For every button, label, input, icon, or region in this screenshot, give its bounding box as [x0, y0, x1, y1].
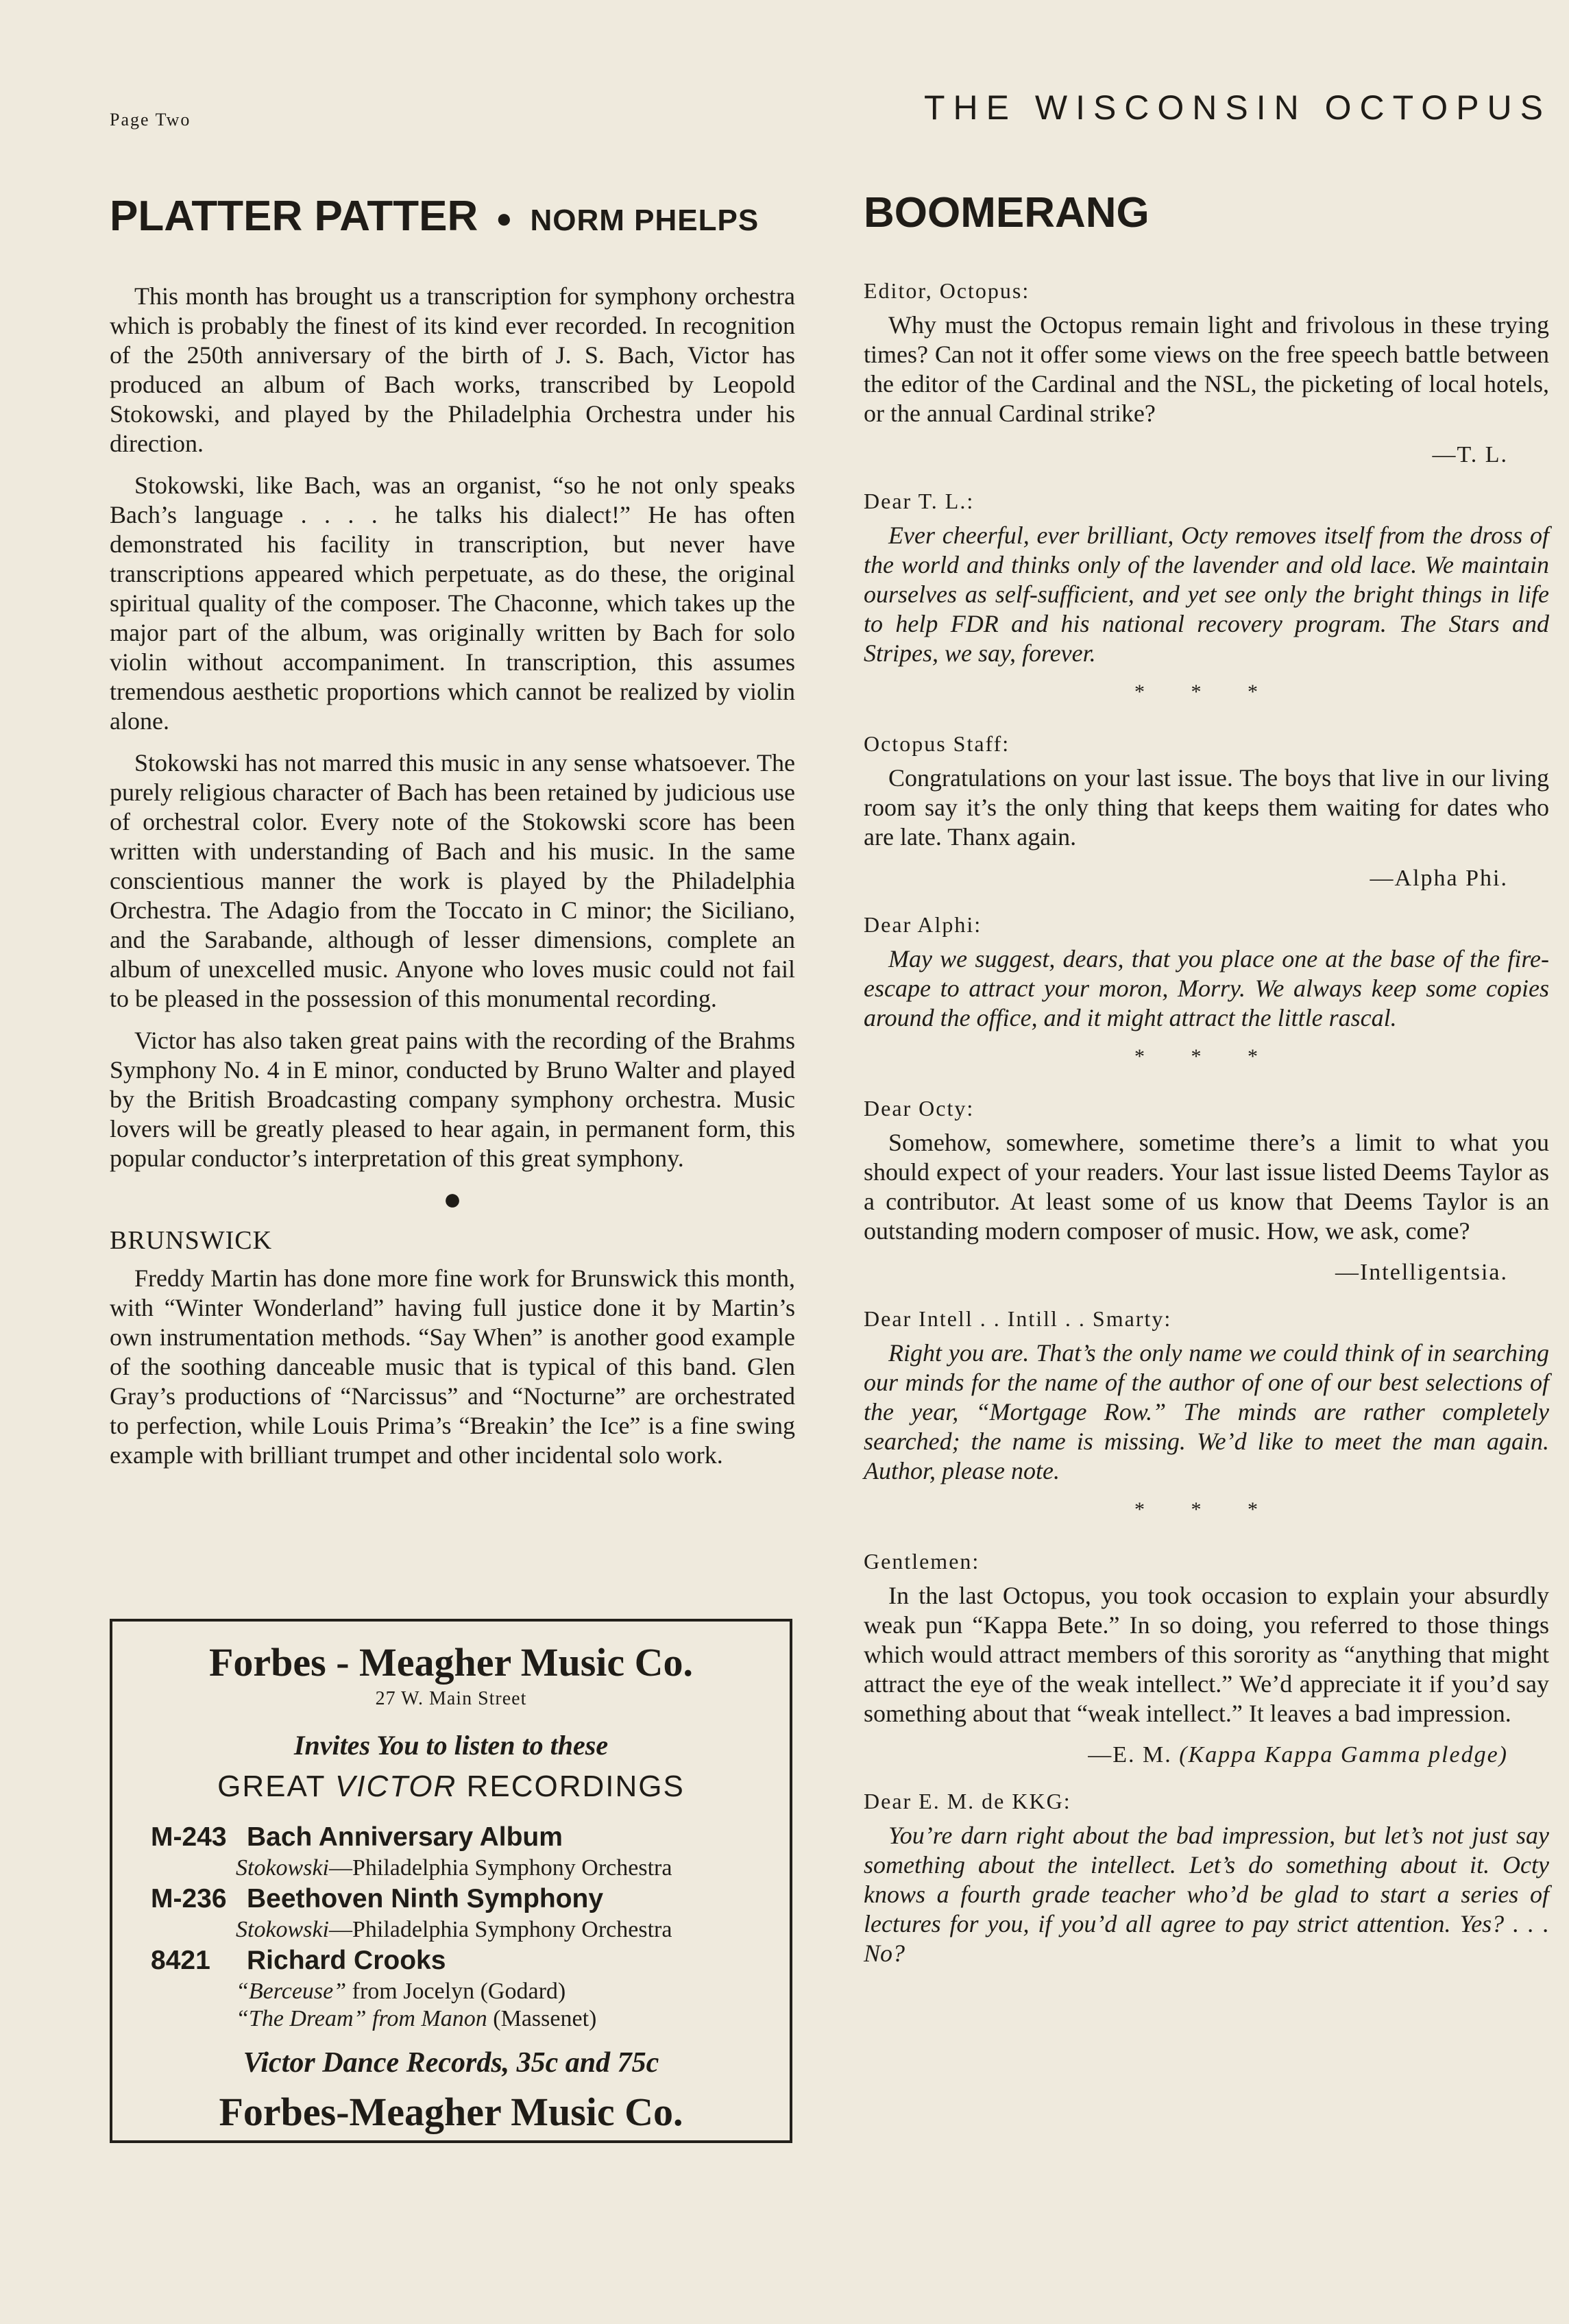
forbes-meagher-advertisement [110, 1619, 792, 2143]
record-number: M-236 [151, 1884, 227, 1913]
magazine-title: THE WISCONSIN OCTOPUS [923, 88, 1551, 127]
bullet-separator: ● [496, 204, 513, 234]
letter-signature [864, 1742, 1508, 1768]
section-stars: * * * [1134, 1045, 1278, 1068]
article-paragraph: This month has brought us a transcription for symphony orchestra which is probably the finest of its kind ever recorded. In recognition of the 250th anniversary of the birth of J. S. Bach, Victor has produced an album of Bach works, transcribed by Leopold Stokowski, and played by the Philadelphia Orchestra under his direction. [110, 282, 795, 457]
section-stars: * * * [1134, 1498, 1278, 1521]
reply-salutation: Dear Alphi: [864, 912, 982, 937]
ad-invitation: Invites You to listen to these [293, 1730, 609, 1761]
conductor-name: Stokowski [236, 1917, 329, 1942]
letter-body: Somehow, somewhere, sometime there’s a limit to what you should expect of your readers. Your last issue listed Deems Taylor as a contributor. At least some of us know that Deems Taylor is an outstanding modern composer of music. How, we ask, come? [864, 1129, 1549, 1245]
letter-salutation: Octopus Staff: [864, 731, 1010, 756]
ad-store-name-footer: Forbes-Meagher Music Co. [219, 2090, 683, 2134]
record-title: Beethoven Ninth Symphony [247, 1884, 604, 1913]
section-stars: * * * [1134, 681, 1278, 703]
orchestra-name: —Philadelphia Symphony Orchestra [328, 1917, 672, 1942]
reply-salutation: Dear Intell . . Intill . . Smarty: [864, 1306, 1172, 1331]
column-author: NORM PHELPS [530, 204, 759, 237]
ad-victor-word: VICTOR [335, 1770, 457, 1803]
article-paragraph: Stokowski has not marred this music in any sense whatsoever. The purely religious character of Bach has been retained by judicious use of orchestral color. Every note of the Stokowski score has been written with understanding of Bach and his music. In the same conscientious manner the work is played by the Philadelphia Orchestra. The Adagio from the Toccato in C minor; the Siciliano, and the Sarabande, although of lesser dimensions, complete an album of unexcelled music. Anyone who loves music could not fail to be pleased in the possession of this monumental recording. [110, 749, 795, 1012]
ad-store-name: Forbes - Meagher Music Co. [208, 1640, 694, 1685]
song-title: “The Dream” from Manon [236, 2006, 487, 2031]
letter-signature: —Intelligentsia. [1335, 1260, 1508, 1285]
ad-dance-records: Victor Dance Records, 35c and 75c [243, 2047, 659, 2079]
page-number: Page Two [110, 110, 191, 130]
column-title: PLATTER PATTER [110, 193, 478, 240]
record-title: Bach Anniversary Album [247, 1822, 563, 1852]
signature-name: —E. M. [1088, 1742, 1172, 1768]
ad-great-victor-recordings [112, 1770, 790, 1804]
boomerang-heading: BOOMERANG [864, 189, 1150, 236]
ad-record-item [151, 1820, 790, 1855]
ad-great-word: GREAT [217, 1770, 326, 1803]
ad-record-item [151, 1882, 790, 1916]
reply-body: Ever cheerful, ever brilliant, Octy removes itself from the dross of the world and thinks only of the lavender and old lace. We maintain ourselves as self-sufficient, and yet see only the bright things in life to help FDR and his national recovery program. The Stars and Stripes, we say, forever. [864, 522, 1549, 667]
section-bullet: ● [443, 1182, 462, 1216]
boomerang-column [864, 188, 1549, 1968]
letter-salutation: Editor, Octopus: [864, 278, 1030, 303]
letter-salutation: Dear Octy: [864, 1096, 975, 1121]
letter-signature: —Alpha Phi. [1370, 866, 1508, 891]
letter-body: In the last Octopus, you took occasion to explain your absurdly weak pun “Kappa Bete.” In so doing, you referred to those things which would attract members of this sorority as “anything that might attract the eye of the weak intellect.” We’d appreciate it if you’d say something about that “weak intellect.” It leaves a bad impression. [864, 1582, 1549, 1727]
letter-body: Congratulations on your last issue. The boys that live in our living room say it’s the only thing that keeps them waiting for dates who are late. Thanx again. [864, 764, 1549, 851]
ad-record-item [151, 1944, 790, 1978]
article-paragraph: Stokowski, like Bach, was an organist, “so he not only speaks Bach’s language . . . . he talks his dialect!” He has often demonstrated his facility in transcription, but never have transcriptions appeared which perpetuate, as do these, the original spiritual quality of the composer. The Chaconne, which takes up the major part of the album, was originally written by Bach for solo violin without accompaniment. In transcription, this assumes tremendous aesthetic proportions which cannot be realized by violin alone. [110, 472, 795, 735]
ad-record-list [151, 1820, 790, 2033]
reply-salutation: Dear E. M. de KKG: [864, 1789, 1071, 1813]
letter-body: Why must the Octopus remain light and frivolous in these trying times? Can not it offer some views on the free speech battle between the editor of the Cardinal and the NSL, the picketing of local hotels, or the annual Cardinal strike? [864, 311, 1549, 427]
record-title: Richard Crooks [247, 1946, 446, 1975]
brunswick-paragraph: Freddy Martin has done more fine work for Brunswick this month, with “Winter Wonderland” having full justice done it by Martin’s own instrumentation methods. “Say When” is another good example of the soothing danceable music that is typical of this band. Glen Gray’s productions of “Narcissus” and “Nocturne” are orchestrated to perfection, while Louis Prima’s “Breakin’ the Ice” is a fine swing example with brilliant trumpet and other incidental solo work. [110, 1264, 795, 1469]
reply-body: You’re darn right about the bad impression, but let’s not just say something about the intellect. Let’s do something about it. Octy knows a fourth grade teacher who’d be glad to start a series of lectures for you, if you’d all agree to pay strict attention. Yes? . . . No? [864, 1822, 1549, 1967]
song-source: (Massenet) [487, 2006, 597, 2031]
letter-salutation: Gentlemen: [864, 1549, 980, 1574]
reply-body: Right you are. That’s the only name we could think of in searching our minds for the name of the author of one of our best selections of the year, “Mortgage Row.” The minds are rather completely searched; the name is missing. We’d like to meet the man again. Author, please note. [864, 1339, 1549, 1484]
record-performer [236, 1916, 790, 1944]
ad-recordings-word: RECORDINGS [466, 1770, 685, 1803]
signature-note: (Kappa Kappa Gamma pledge) [1179, 1742, 1508, 1768]
record-performer [236, 1855, 790, 1882]
brunswick-subhead: BRUNSWICK [110, 1226, 273, 1255]
platter-patter-heading [110, 192, 795, 241]
record-number: M-243 [151, 1822, 227, 1852]
ad-street: 27 W. Main Street [375, 1688, 527, 1709]
reply-salutation: Dear T. L.: [864, 489, 975, 513]
orchestra-name: —Philadelphia Symphony Orchestra [328, 1855, 672, 1881]
record-song [236, 1978, 790, 2005]
song-title: “Berceuse” [236, 1979, 347, 2004]
letter-signature: —T. L. [1432, 442, 1508, 467]
platter-patter-column [110, 192, 795, 1482]
conductor-name: Stokowski [236, 1855, 329, 1881]
record-number: 8421 [151, 1946, 210, 1975]
record-song [236, 2005, 790, 2033]
reply-body: May we suggest, dears, that you place one at the base of the fire-escape to attract your moron, Morry. We always keep some copies around the office, and it might attract the little rascal. [864, 945, 1549, 1031]
article-paragraph: Victor has also taken great pains with the recording of the Brahms Symphony No. 4 in E minor, conducted by Bruno Walter and played by the British Broadcasting company symphony orchestra. Music lovers will be greatly pleased to hear again, in permanent form, this popular conductor’s interpretation of this great symphony. [110, 1027, 795, 1172]
song-source: from Jocelyn (Godard) [346, 1979, 566, 2004]
